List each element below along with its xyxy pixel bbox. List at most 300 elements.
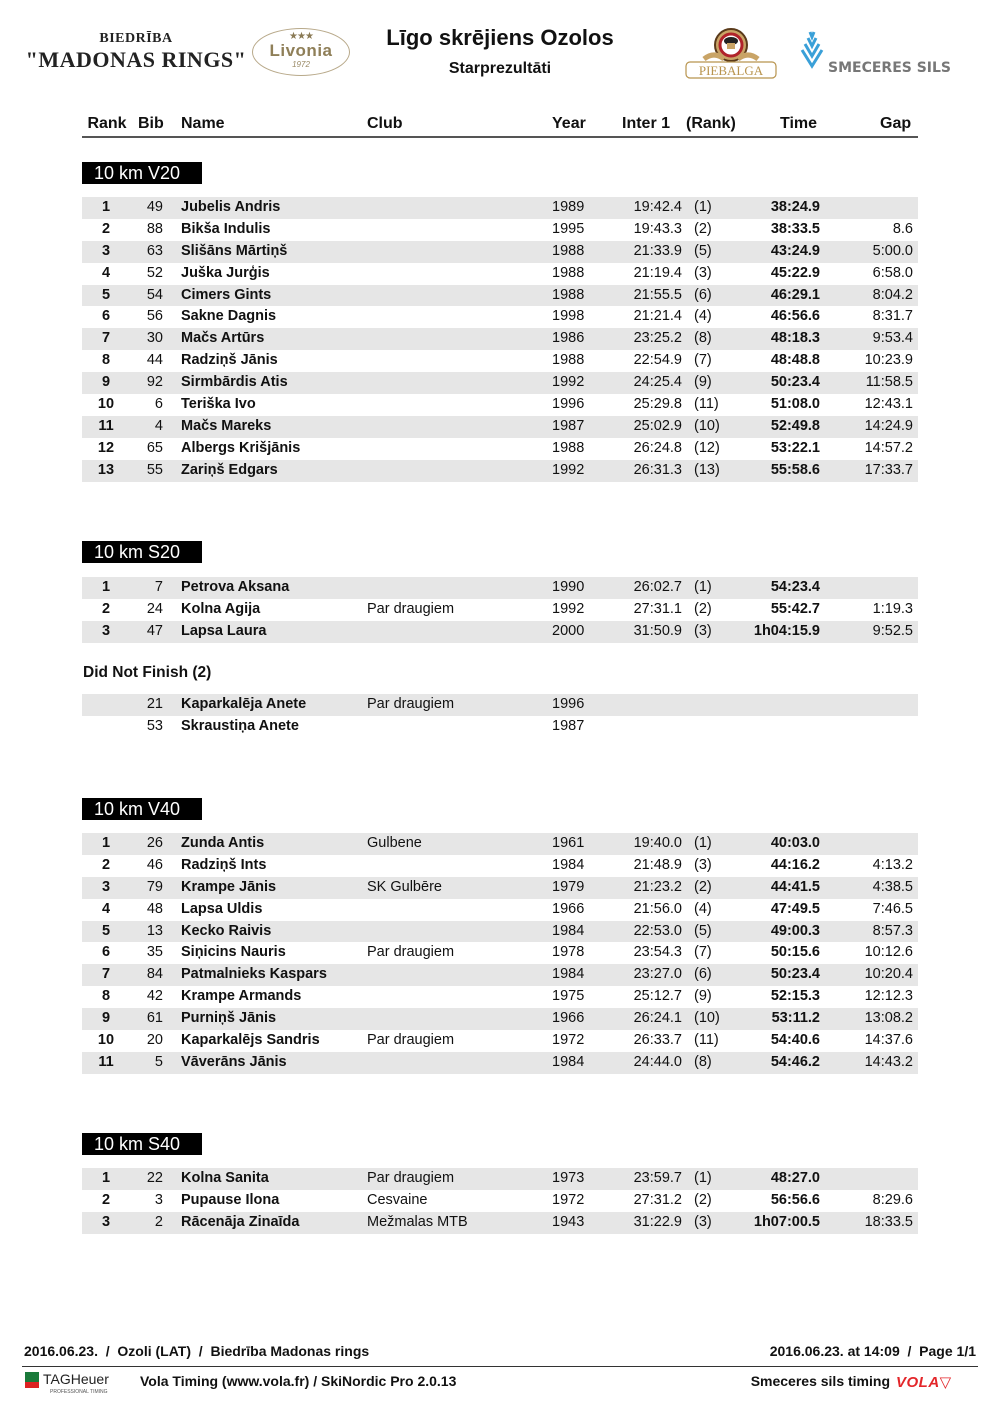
cell-time: 47:49.5: [770, 900, 820, 917]
cell-bib: 55: [146, 461, 163, 478]
cell-year: 1988: [552, 242, 585, 259]
cell-bib: 21: [146, 696, 163, 712]
category-title: 10 km S40: [82, 1133, 202, 1155]
cell-inter1-rank: (3): [694, 622, 712, 639]
cell-rank: 3: [101, 878, 111, 895]
cell-time: 49:00.3: [770, 922, 820, 939]
cell-year: 1992: [552, 461, 585, 478]
cell-gap: 4:38.5: [872, 878, 913, 895]
footer-software: Vola Timing (www.vola.fr) / SkiNordic Pro 2.0.13: [140, 1373, 457, 1389]
tree-icon: [802, 32, 822, 66]
cell-year: 1966: [552, 900, 585, 917]
cell-rank: 1: [101, 579, 111, 595]
cell-bib: 49: [146, 199, 163, 215]
cell-year: 1988: [552, 286, 585, 303]
table-row: [82, 328, 918, 350]
cell-gap: 8:31.7: [872, 308, 913, 325]
cell-club: Par draugiem: [367, 600, 455, 617]
cell-inter1: 31:50.9: [633, 622, 682, 639]
cell-gap: 17:33.7: [864, 461, 913, 478]
cell-name: Albergs Krišjānis: [181, 439, 301, 456]
cell-gap: 8.6: [892, 220, 913, 237]
cell-bib: 24: [146, 600, 163, 617]
cell-rank: 4: [101, 900, 111, 917]
cell-bib: 2: [154, 1213, 163, 1230]
cell-inter1-rank: (7): [694, 944, 712, 961]
table-row: [82, 986, 918, 1008]
cell-rank: 1: [101, 835, 111, 851]
cell-time: 38:33.5: [770, 220, 820, 237]
cell-name: Mačs Mareks: [181, 417, 272, 434]
cell-inter1: 27:31.1: [633, 600, 682, 617]
cell-year: 1966: [552, 1010, 585, 1027]
cell-name: Patmalnieks Kaspars: [181, 966, 327, 983]
cell-inter1: 24:25.4: [633, 374, 682, 391]
cell-gap: 4:13.2: [872, 856, 913, 873]
cell-inter1-rank: (6): [694, 966, 712, 983]
cell-time: 51:08.0: [770, 396, 820, 413]
cell-inter1: 26:24.1: [633, 1010, 682, 1027]
table-row: [82, 921, 918, 943]
cell-rank: 9: [101, 374, 111, 391]
cell-bib: 44: [146, 352, 163, 369]
cell-time: 53:22.1: [770, 439, 820, 456]
cell-year: 1972: [552, 1032, 585, 1049]
col-bib: Bib: [138, 115, 164, 132]
cell-year: 1975: [552, 988, 585, 1005]
table-row: [82, 964, 918, 986]
cell-time: 48:48.8: [770, 352, 820, 369]
cell-time: 1h07:00.5: [753, 1213, 820, 1230]
category-title: 10 km V40: [82, 798, 202, 820]
cell-inter1-rank: (2): [694, 600, 712, 617]
cell-time: 52:15.3: [770, 988, 820, 1005]
cell-year: 1984: [552, 1053, 585, 1070]
col-inter1: Inter 1: [622, 115, 671, 132]
footer-date-page: 2016.06.23. at 14:09 / Page 1/1: [769, 1343, 976, 1359]
results-table-v20: [82, 197, 918, 482]
cell-rank: 2: [101, 600, 111, 617]
cell-gap: 10:20.4: [864, 966, 913, 983]
cell-inter1-rank: (1): [694, 1170, 712, 1186]
cell-bib: 3: [154, 1191, 163, 1208]
cell-club: Gulbene: [367, 835, 422, 851]
table-row: [82, 1212, 918, 1234]
cell-year: 1996: [552, 396, 585, 413]
cell-inter1: 23:54.3: [633, 944, 682, 961]
cell-inter1: 23:27.0: [633, 966, 682, 983]
cell-bib: 61: [146, 1010, 163, 1027]
cell-year: 1992: [552, 600, 585, 617]
results-table-v40: [82, 833, 918, 1074]
table-row: [82, 599, 918, 621]
cell-time: 50:15.6: [770, 944, 820, 961]
table-row: [82, 1190, 918, 1212]
cell-time: 56:56.6: [770, 1191, 820, 1208]
cell-rank: 1: [101, 199, 111, 215]
cell-inter1: 27:31.2: [633, 1191, 682, 1208]
cell-rank: 5: [101, 286, 111, 303]
cell-inter1-rank: (8): [694, 1053, 712, 1070]
cell-gap: 12:43.1: [864, 396, 913, 413]
cell-time: 54:46.2: [770, 1053, 820, 1070]
piebalga-logo: [682, 25, 780, 79]
table-row: [82, 416, 918, 438]
results-table-s40: [82, 1168, 918, 1234]
cell-rank: 5: [101, 922, 111, 939]
cell-gap: 13:08.2: [864, 1010, 913, 1027]
cell-rank: 2: [101, 1191, 111, 1208]
cell-rank: 2: [101, 220, 111, 237]
table-row: [82, 372, 918, 394]
cell-club: Mežmalas MTB: [367, 1213, 468, 1230]
cell-name: Mačs Artūrs: [181, 330, 265, 347]
cell-inter1: 21:56.0: [633, 900, 682, 917]
cell-bib: 54: [146, 286, 163, 303]
table-row: [82, 438, 918, 460]
cell-gap: 8:57.3: [872, 922, 913, 939]
cell-time: 40:03.0: [770, 835, 820, 851]
cell-rank: 3: [101, 242, 111, 259]
table-row: [82, 306, 918, 328]
cell-name: Purniņš Jānis: [181, 1010, 277, 1027]
cell-name: Radziņš Ints: [181, 856, 267, 873]
table-row: [82, 877, 918, 899]
page-subtitle: Starprezultāti: [448, 60, 552, 77]
cell-time: 52:49.8: [770, 417, 820, 434]
cell-year: 1996: [552, 696, 585, 712]
cell-inter1-rank: (10): [694, 1010, 720, 1027]
cell-inter1: 26:02.7: [633, 579, 682, 595]
cell-year: 2000: [552, 622, 585, 639]
cell-time: 45:22.9: [770, 264, 820, 281]
cell-year: 1984: [552, 856, 585, 873]
category-title: 10 km V20: [82, 162, 202, 184]
tagheuer-text: TAGHeuer: [43, 1371, 109, 1387]
cell-year: 1984: [552, 966, 585, 983]
cell-inter1-rank: (10): [694, 417, 720, 434]
livonia-brand: Livonia: [269, 41, 333, 60]
cell-inter1-rank: (5): [694, 242, 712, 259]
cell-inter1: 23:25.2: [633, 330, 682, 347]
cell-inter1: 25:02.9: [633, 417, 682, 434]
cell-inter1-rank: (5): [694, 922, 712, 939]
table-row: [82, 942, 918, 964]
cell-bib: 92: [146, 374, 163, 391]
cell-inter1-rank: (2): [694, 1191, 712, 1208]
cell-inter1: 21:55.5: [633, 286, 682, 303]
cell-name: Skraustiņa Anete: [181, 717, 299, 734]
cell-year: 1989: [552, 199, 585, 215]
cell-bib: 30: [146, 330, 163, 347]
cell-rank: 8: [101, 352, 111, 369]
cell-time: 46:56.6: [770, 308, 820, 325]
table-row: [82, 1168, 918, 1190]
cell-year: 1943: [552, 1213, 585, 1230]
cell-rank: 12: [97, 439, 115, 456]
cell-inter1: 19:43.3: [633, 220, 682, 237]
table-row: [82, 833, 918, 855]
col-rank: Rank: [87, 115, 127, 132]
column-header: [82, 114, 918, 138]
smeceres-text: SMECERES SILS: [828, 60, 952, 76]
cell-time: 44:16.2: [770, 856, 820, 873]
cell-inter1-rank: (7): [694, 352, 712, 369]
cell-rank: 11: [98, 1053, 114, 1070]
cell-gap: 10:12.6: [864, 944, 913, 961]
cell-inter1-rank: (11): [694, 396, 719, 413]
col-inter1-rank: (Rank): [686, 115, 736, 132]
cell-rank: 3: [101, 1213, 111, 1230]
cell-name: Siņicins Nauris: [181, 944, 286, 961]
cell-bib: 46: [146, 856, 163, 873]
cell-time: 43:24.9: [770, 242, 820, 259]
cell-year: 1973: [552, 1170, 585, 1186]
cell-inter1: 31:22.9: [633, 1213, 682, 1230]
table-row: [82, 350, 918, 372]
vola-logo: [896, 1373, 952, 1391]
cell-bib: 42: [146, 988, 163, 1005]
cell-name: Teriška Ivo: [181, 396, 256, 413]
cell-inter1: 24:44.0: [633, 1053, 682, 1070]
cell-name: Zariņš Edgars: [181, 461, 278, 478]
cell-year: 1988: [552, 352, 585, 369]
cell-inter1-rank: (12): [694, 439, 720, 456]
cell-rank: 11: [98, 417, 114, 434]
cell-rank: 6: [101, 944, 111, 961]
footer-divider: [22, 1366, 978, 1367]
cell-name: Cimers Gints: [181, 286, 272, 303]
cell-year: 1995: [552, 220, 585, 237]
cell-gap: 10:23.9: [864, 352, 913, 369]
cell-year: 1986: [552, 330, 585, 347]
cell-name: Kolna Sanita: [181, 1170, 269, 1186]
cell-time: 38:24.9: [770, 199, 820, 215]
cell-inter1: 26:31.3: [633, 461, 682, 478]
col-year: Year: [552, 115, 586, 132]
cell-gap: 9:53.4: [872, 330, 913, 347]
tagheuer-logo: [24, 1369, 134, 1395]
col-club: Club: [367, 115, 403, 132]
cell-name: Kecko Raivis: [181, 922, 272, 939]
cell-inter1: 21:48.9: [633, 856, 682, 873]
cell-gap: 14:24.9: [864, 417, 913, 434]
cell-time: 48:27.0: [770, 1170, 820, 1186]
cell-bib: 7: [154, 579, 163, 595]
cell-year: 1961: [552, 835, 585, 851]
cell-time: 54:40.6: [770, 1032, 820, 1049]
table-row: [82, 460, 918, 482]
cell-time: 50:23.4: [770, 966, 820, 983]
cell-year: 1979: [552, 878, 585, 895]
table-row: [82, 899, 918, 921]
cell-name: Kaparkalējs Sandris: [181, 1032, 320, 1049]
cell-inter1-rank: (9): [694, 988, 712, 1005]
cell-year: 1990: [552, 579, 585, 595]
cell-inter1: 25:12.7: [633, 988, 682, 1005]
cell-inter1-rank: (2): [694, 220, 712, 237]
cell-bib: 53: [146, 717, 163, 734]
cell-name: Kaparkalēja Anete: [181, 696, 307, 712]
cell-rank: 7: [101, 966, 111, 983]
table-row: [82, 394, 918, 416]
cell-name: Vāverāns Jānis: [181, 1053, 287, 1070]
tagheuer-sub: PROFESSIONAL TIMING: [50, 1389, 108, 1395]
cell-inter1-rank: (1): [694, 199, 712, 215]
cell-name: Pupause Ilona: [181, 1191, 280, 1208]
cell-rank: 10: [97, 396, 115, 413]
cell-inter1: 22:54.9: [633, 352, 682, 369]
cell-club: SK Gulbēre: [367, 878, 442, 895]
cell-bib: 88: [146, 220, 163, 237]
dnf-heading: Did Not Finish (2): [83, 664, 212, 681]
vola-text: VOLA: [896, 1374, 940, 1391]
dnf-table-s20: [82, 694, 918, 738]
results-table-s20: [82, 577, 918, 643]
cell-bib: 79: [146, 878, 163, 895]
organizer-line1: BIEDRĪBA: [99, 31, 173, 46]
cell-inter1: 21:19.4: [633, 264, 682, 281]
cell-inter1: 22:53.0: [633, 922, 682, 939]
cell-bib: 47: [146, 622, 163, 639]
cell-club: Par draugiem: [367, 944, 455, 961]
table-row: [82, 219, 918, 241]
cell-bib: 6: [154, 396, 163, 413]
cell-rank: 8: [101, 988, 111, 1005]
cell-inter1: 19:42.4: [633, 199, 682, 215]
livonia-year: 1972: [292, 60, 310, 69]
cell-year: 1978: [552, 944, 585, 961]
cell-inter1: 23:59.7: [633, 1170, 682, 1186]
cell-club: Par draugiem: [367, 1032, 455, 1049]
cell-gap: 14:57.2: [864, 439, 913, 456]
cell-bib: 65: [146, 439, 163, 456]
cell-name: Lapsa Uldis: [181, 900, 263, 917]
cell-bib: 22: [146, 1170, 163, 1186]
cell-gap: 11:58.5: [865, 374, 913, 391]
cell-inter1-rank: (2): [694, 878, 712, 895]
cell-bib: 20: [146, 1032, 163, 1049]
table-row: [82, 1030, 918, 1052]
cell-rank: 1: [101, 1170, 111, 1186]
table-row: [82, 694, 918, 716]
table-row: [82, 716, 918, 738]
table-row: [82, 241, 918, 263]
cell-inter1-rank: (4): [694, 308, 712, 325]
cell-name: Krampe Jānis: [181, 878, 277, 895]
cell-gap: 14:43.2: [864, 1053, 913, 1070]
cell-gap: 5:00.0: [872, 242, 913, 259]
cell-time: 54:23.4: [770, 579, 820, 595]
cell-name: Sirmbārdis Atis: [181, 374, 288, 391]
cell-gap: 12:12.3: [864, 988, 913, 1005]
cell-year: 1972: [552, 1191, 585, 1208]
category-title: 10 km S20: [82, 541, 202, 563]
cell-year: 1988: [552, 264, 585, 281]
cell-bib: 13: [146, 922, 163, 939]
cell-gap: 9:52.5: [872, 622, 913, 639]
cell-time: 55:42.7: [770, 600, 820, 617]
table-row: [82, 1052, 918, 1074]
cell-name: Bikša Indulis: [181, 220, 271, 237]
cell-club: Par draugiem: [367, 1170, 455, 1186]
cell-inter1-rank: (1): [694, 835, 712, 851]
cell-rank: 4: [101, 264, 111, 281]
page-title: Līgo skrējiens Ozolos: [386, 25, 614, 50]
cell-bib: 63: [146, 242, 163, 259]
cell-inter1-rank: (3): [694, 856, 712, 873]
cell-inter1: 26:33.7: [633, 1032, 682, 1049]
cell-inter1: 19:40.0: [633, 835, 682, 851]
cell-bib: 5: [154, 1053, 163, 1070]
cell-rank: 6: [101, 308, 111, 325]
table-row: [82, 263, 918, 285]
cell-rank: 2: [101, 856, 111, 873]
cell-gap: 18:33.5: [864, 1213, 913, 1230]
cell-gap: 1:19.3: [872, 600, 913, 617]
cell-inter1-rank: (3): [694, 264, 712, 281]
cell-name: Radziņš Jānis: [181, 352, 278, 369]
cell-inter1-rank: (1): [694, 579, 712, 595]
cell-gap: 6:58.0: [872, 264, 913, 281]
table-row: [82, 621, 918, 643]
table-row: [82, 1008, 918, 1030]
cell-name: Zunda Antis: [181, 835, 265, 851]
cell-inter1-rank: (4): [694, 900, 712, 917]
cell-inter1-rank: (13): [694, 461, 720, 478]
cell-bib: 35: [146, 944, 163, 961]
cell-bib: 56: [146, 308, 163, 325]
cell-rank: 10: [97, 1032, 115, 1049]
cell-inter1-rank: (8): [694, 330, 712, 347]
cell-inter1: 21:33.9: [633, 242, 682, 259]
cell-inter1-rank: (11): [694, 1032, 719, 1049]
cell-name: Lapsa Laura: [181, 622, 267, 639]
cell-name: Rācenāja Zinaīda: [181, 1213, 300, 1230]
cell-bib: 4: [154, 417, 163, 434]
cell-year: 1987: [552, 417, 585, 434]
cell-rank: 13: [97, 461, 115, 478]
cell-year: 1988: [552, 439, 585, 456]
cell-club: Cesvaine: [367, 1191, 428, 1208]
cell-time: 44:41.5: [770, 878, 820, 895]
table-row: [82, 855, 918, 877]
table-row: [82, 197, 918, 219]
cell-name: Jubelis Andris: [181, 199, 281, 215]
cell-time: 53:11.2: [771, 1010, 820, 1027]
cell-inter1-rank: (9): [694, 374, 712, 391]
table-row: [82, 577, 918, 599]
cell-gap: 7:46.5: [872, 900, 913, 917]
cell-inter1: 21:21.4: [633, 308, 682, 325]
cell-bib: 48: [146, 900, 163, 917]
cell-time: 50:23.4: [770, 374, 820, 391]
cell-name: Krampe Armands: [181, 988, 302, 1005]
cell-bib: 52: [146, 264, 163, 281]
livonia-logo: [252, 28, 350, 76]
smeceres-logo: [798, 28, 958, 78]
organizer-logo: [22, 30, 250, 72]
cell-time: 1h04:15.9: [753, 622, 820, 639]
cell-year: 1987: [552, 717, 585, 734]
cell-inter1-rank: (3): [694, 1213, 712, 1230]
cell-time: 46:29.1: [770, 286, 820, 303]
cell-bib: 84: [146, 966, 163, 983]
cell-name: Juška Jurģis: [181, 264, 270, 281]
cell-inter1-rank: (6): [694, 286, 712, 303]
cell-club: Par draugiem: [367, 696, 455, 712]
cell-rank: 7: [101, 330, 111, 347]
